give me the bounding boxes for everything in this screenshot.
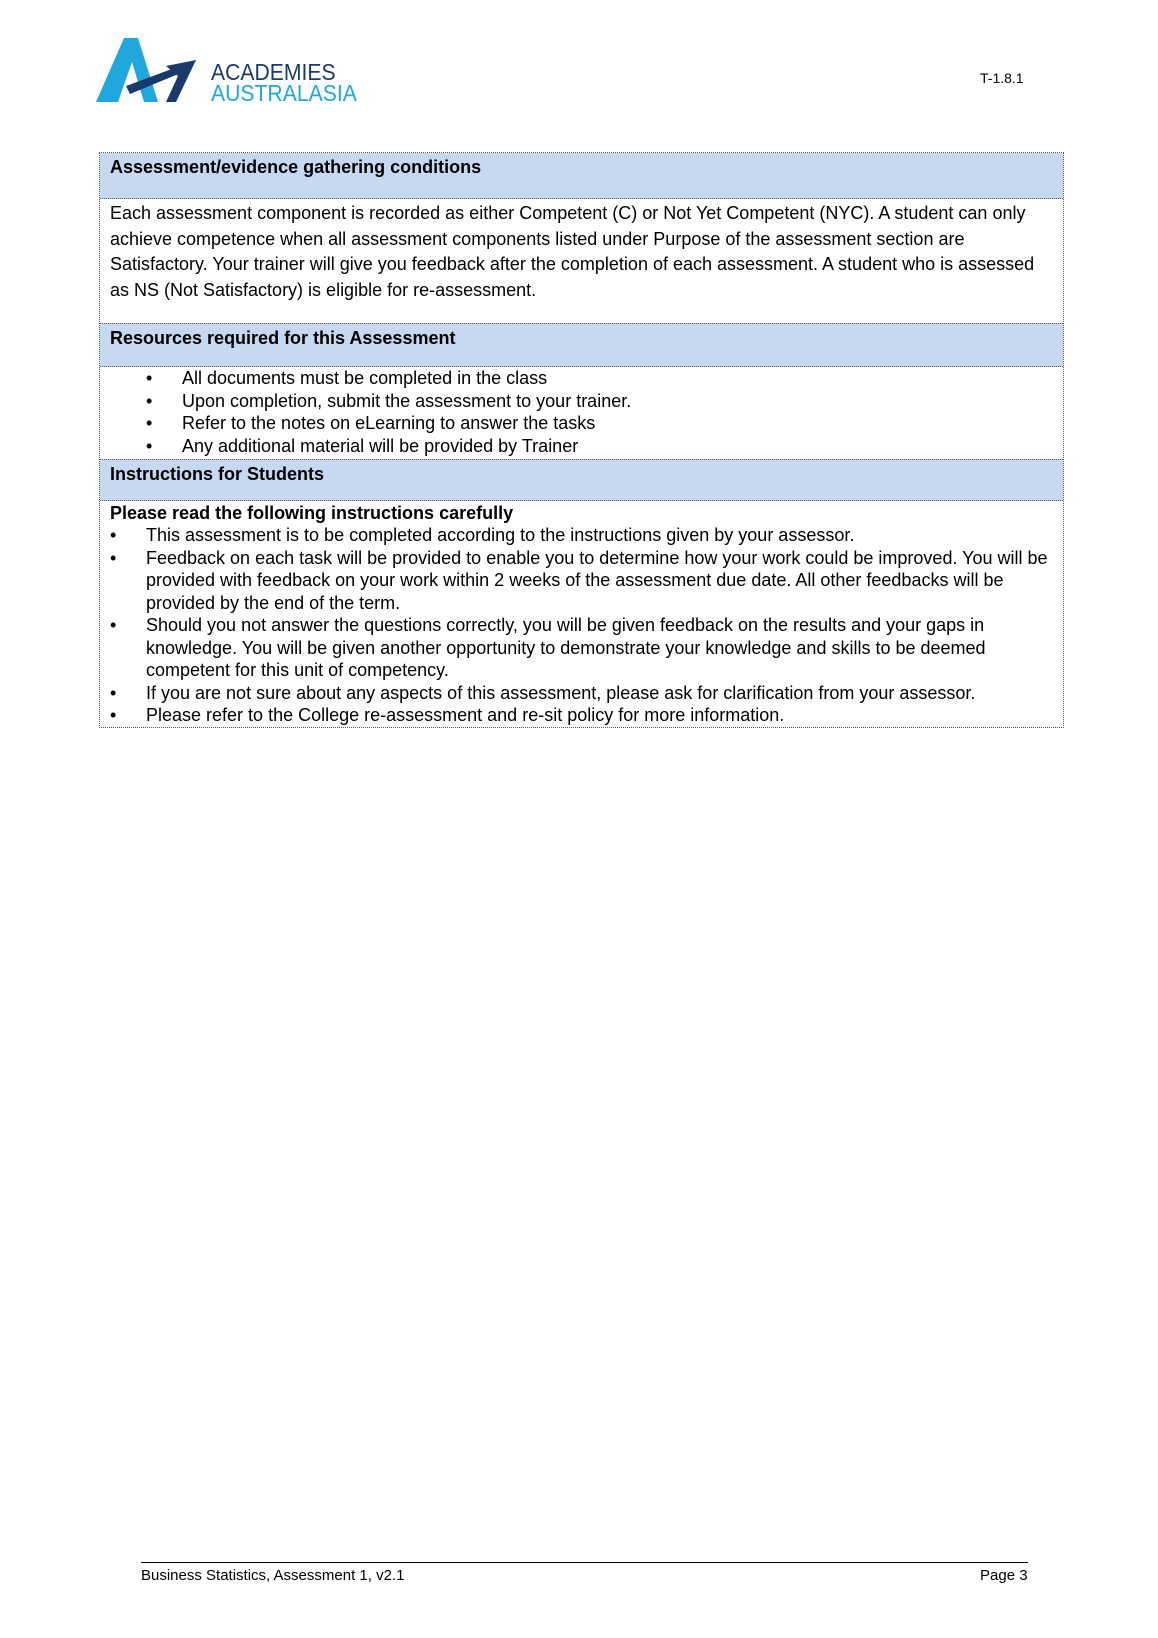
resources-cell <box>100 367 1063 459</box>
list-item: • Refer to the notes on eLearning to answer the tasks <box>146 413 596 433</box>
list-item: • This assessment is to be completed according to the instructions given by your assessor. <box>110 525 855 545</box>
footer-document-title: Business Statistics, Assessment 1, v2.1 <box>141 1567 405 1584</box>
academies-australasia-logo <box>96 36 366 108</box>
instructions-cell <box>100 501 1063 727</box>
instructions-heading: Instructions for Students <box>100 459 1063 501</box>
conditions-heading: Assessment/evidence gathering conditions <box>100 153 1063 199</box>
list-item: • Feedback on each task will be provided to enable you to determine how your work could be improved. You will be provided with feedback on your work within 2 weeks of the assessment due date. All other feedbacks will be provided by the end of the term. <box>110 547 1048 613</box>
conditions-text: Each assessment component is recorded as either Competent (C) or Not Yet Competent (NYC). A student can only achieve competence when all assessment components listed under Purpose of the assessment section are Satisfactory. Your trainer will give you feedback after the completion of each assessment. A student who is assessed as NS (Not Satisfactory) is eligible for re-assessment. <box>110 203 1035 300</box>
document-code: T-1.8.1 <box>980 70 1024 86</box>
resources-list <box>110 367 1053 457</box>
logo-wordmark <box>211 59 357 106</box>
list-item: • If you are not sure about any aspects of this assessment, please ask for clarification from your assessor. <box>110 682 976 703</box>
footer-divider <box>141 1562 1028 1563</box>
resources-heading: Resources required for this Assessment <box>100 323 1063 367</box>
logo-mark-icon <box>96 36 206 108</box>
list-item: • Please refer to the College re-assessment and re-sit policy for more information. <box>110 705 785 725</box>
instructions-lead: Please read the following instructions carefully <box>110 503 514 523</box>
footer-page-number: Page 3 <box>980 1567 1028 1584</box>
conditions-cell <box>100 199 1063 323</box>
logo-line-2: AUSTRALASIA <box>211 80 357 106</box>
list-item: • All documents must be completed in the class <box>146 368 548 388</box>
instructions-list <box>110 524 1053 727</box>
assessment-info-table <box>99 152 1064 728</box>
list-item: • Any additional material will be provided by Trainer <box>146 435 579 456</box>
logo-line-1: ACADEMIES <box>211 59 336 85</box>
list-item: • Should you not answer the questions correctly, you will be given feedback on the results and your gaps in knowledge. You will be given another opportunity to demonstrate your knowledge and skills to be deemed competent for this unit of competency. <box>110 615 986 680</box>
list-item: • Upon completion, submit the assessment to your trainer. <box>146 390 632 411</box>
